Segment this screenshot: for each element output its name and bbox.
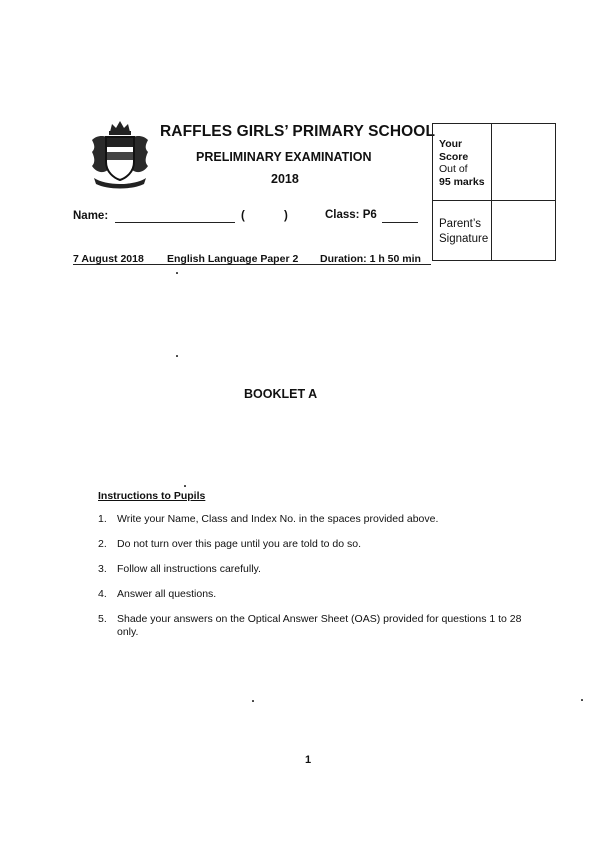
class-label: Class: P6 (325, 209, 377, 221)
name-label: Name: (73, 210, 109, 222)
page-number: 1 (305, 754, 312, 766)
scan-speck (176, 272, 178, 274)
parent-signature-label: Parent’s Signature (439, 218, 489, 245)
score-label: Your Score Out of 95 marks (439, 138, 485, 188)
exam-year: 2018 (271, 172, 299, 186)
meta-underline (73, 264, 431, 265)
exam-duration: Duration: 1 h 50 min (320, 253, 421, 265)
instruction-item: 5. Shade your answers on the Optical Answer Sheet (OAS) provided for questions 1 to 28 only. (98, 613, 522, 638)
exam-date: 7 August 2018 (73, 253, 144, 265)
scan-speck (184, 485, 186, 487)
scan-speck (176, 355, 178, 357)
class-field[interactable] (382, 222, 418, 223)
scan-speck (252, 700, 254, 702)
exam-paper: English Language Paper 2 (167, 253, 299, 265)
instruction-item: 2. Do not turn over this page until you are told to do so. (98, 538, 361, 550)
instruction-item: 1. Write your Name, Class and Index No. in the spaces provided above. (98, 513, 439, 525)
box-divider-vertical (491, 123, 492, 261)
name-field[interactable] (115, 222, 235, 223)
school-crest-icon (88, 118, 152, 192)
instruction-item: 3. Follow all instructions carefully. (98, 563, 261, 575)
instruction-item: 4. Answer all questions. (98, 588, 217, 600)
school-name: RAFFLES GIRLS’ PRIMARY SCHOOL (160, 123, 436, 140)
box-divider-horizontal (432, 200, 556, 201)
scan-speck (581, 699, 583, 701)
instructions-heading: Instructions to Pupils (98, 490, 206, 502)
index-paren-open: ( (241, 210, 245, 222)
instructions-list (98, 513, 538, 651)
exam-title: PRELIMINARY EXAMINATION (196, 150, 372, 164)
index-paren-close: ) (284, 210, 288, 222)
booklet-title: BOOKLET A (244, 387, 318, 401)
